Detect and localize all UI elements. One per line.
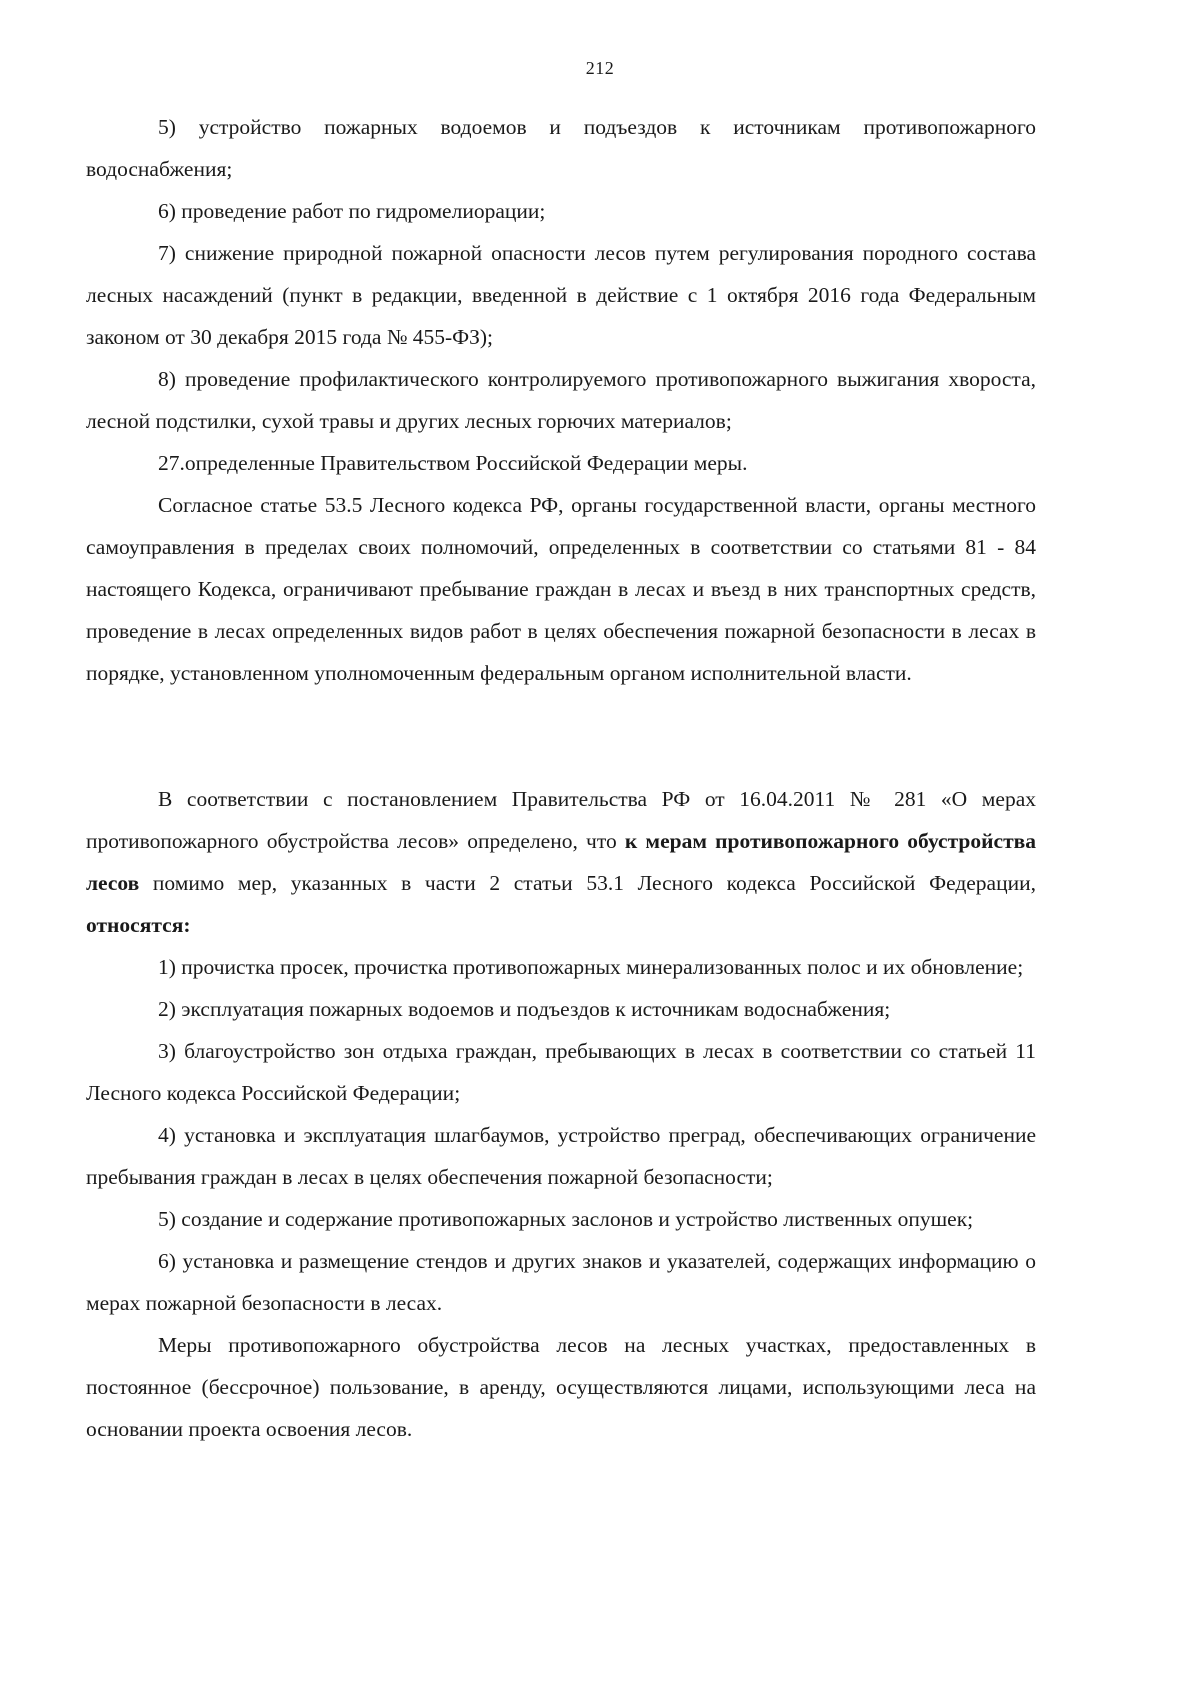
list-item-4: 4) установка и эксплуатация шлагбаумов, устройство преград, обеспечивающих ограничение пребывания граждан в лесах в целях обеспечения пожарной безопасности; xyxy=(86,1123,1036,1189)
page-number: 212 xyxy=(585,58,615,78)
intro-bold-include: относятся: xyxy=(86,913,191,937)
section-resolution-281 xyxy=(86,778,1036,1450)
paragraph-item-7: 7) снижение природной пожарной опасности лесов путем регулирования породного состава лесных насаждений (пункт в редакции, введенной в действие с 1 октября 2016 года Федеральным законом от 30 декабря 2015 года № 455-ФЗ); xyxy=(86,241,1036,349)
list-item-3: 3) благоустройство зон отдыха граждан, пребывающих в лесах в соответствии со статьей 11 Лесного кодекса Российской Федерации; xyxy=(86,1039,1036,1105)
intro-bold-measures: к мерам противопожарного обустройства лесов xyxy=(86,829,1036,895)
list-item-1: 1) прочистка просек, прочистка противопожарных минерализованных полос и их обновление; xyxy=(158,955,1024,979)
paragraph-item-5: 5) устройство пожарных водоемов и подъездов к источникам противопожарного водоснабжения; xyxy=(86,115,1036,181)
list-item-6: 6) установка и размещение стендов и других знаков и указателей, содержащих информацию о мерах пожарной безопасности в лесах. xyxy=(86,1249,1036,1315)
paragraph-article-53-5: Согласное статье 53.5 Лесного кодекса РФ, органы государственной власти, органы местного самоуправления в пределах своих полномочий, определенных в соответствии со статьями 81 - 84 настоящего Кодекса, ограничивают пребывание граждан в лесах и въезд в них транспортных средств, проведение в лесах определенных видов работ в целях обеспечения пожарной безопасности в лесах в порядке, установленном уполномоченным федеральным органом исполнительной власти. xyxy=(86,493,1036,685)
intro-text-part-2: помимо мер, указанных в части 2 статьи 53.1 Лесного кодекса Российской Федерации, xyxy=(139,871,1036,895)
paragraph-closing: Меры противопожарного обустройства лесов на лесных участках, предоставленных в постоянное (бессрочное) пользование, в аренду, осуществляются лицами, использующими леса на основании проекта освоения лесов. xyxy=(86,1333,1036,1441)
section-forest-fire-measures xyxy=(86,106,1036,694)
paragraph-item-27: 27.определенные Правительством Российской Федерации меры. xyxy=(158,451,748,475)
paragraph-intro xyxy=(86,778,1036,946)
paragraph-item-6: 6) проведение работ по гидромелиорации; xyxy=(158,199,546,223)
list-item-2: 2) эксплуатация пожарных водоемов и подъездов к источникам водоснабжения; xyxy=(158,997,891,1021)
paragraph-item-8: 8) проведение профилактического контролируемого противопожарного выжигания хвороста, лесной подстилки, сухой травы и других лесных горючих материалов; xyxy=(86,367,1036,433)
list-item-5: 5) создание и содержание противопожарных заслонов и устройство лиственных опушек; xyxy=(158,1207,974,1231)
intro-text-part-1: В соответствии с постановлением Правительства РФ от 16.04.2011 № 281 «О мерах противопожарного обустройства лесов» определено, что xyxy=(86,787,1036,853)
